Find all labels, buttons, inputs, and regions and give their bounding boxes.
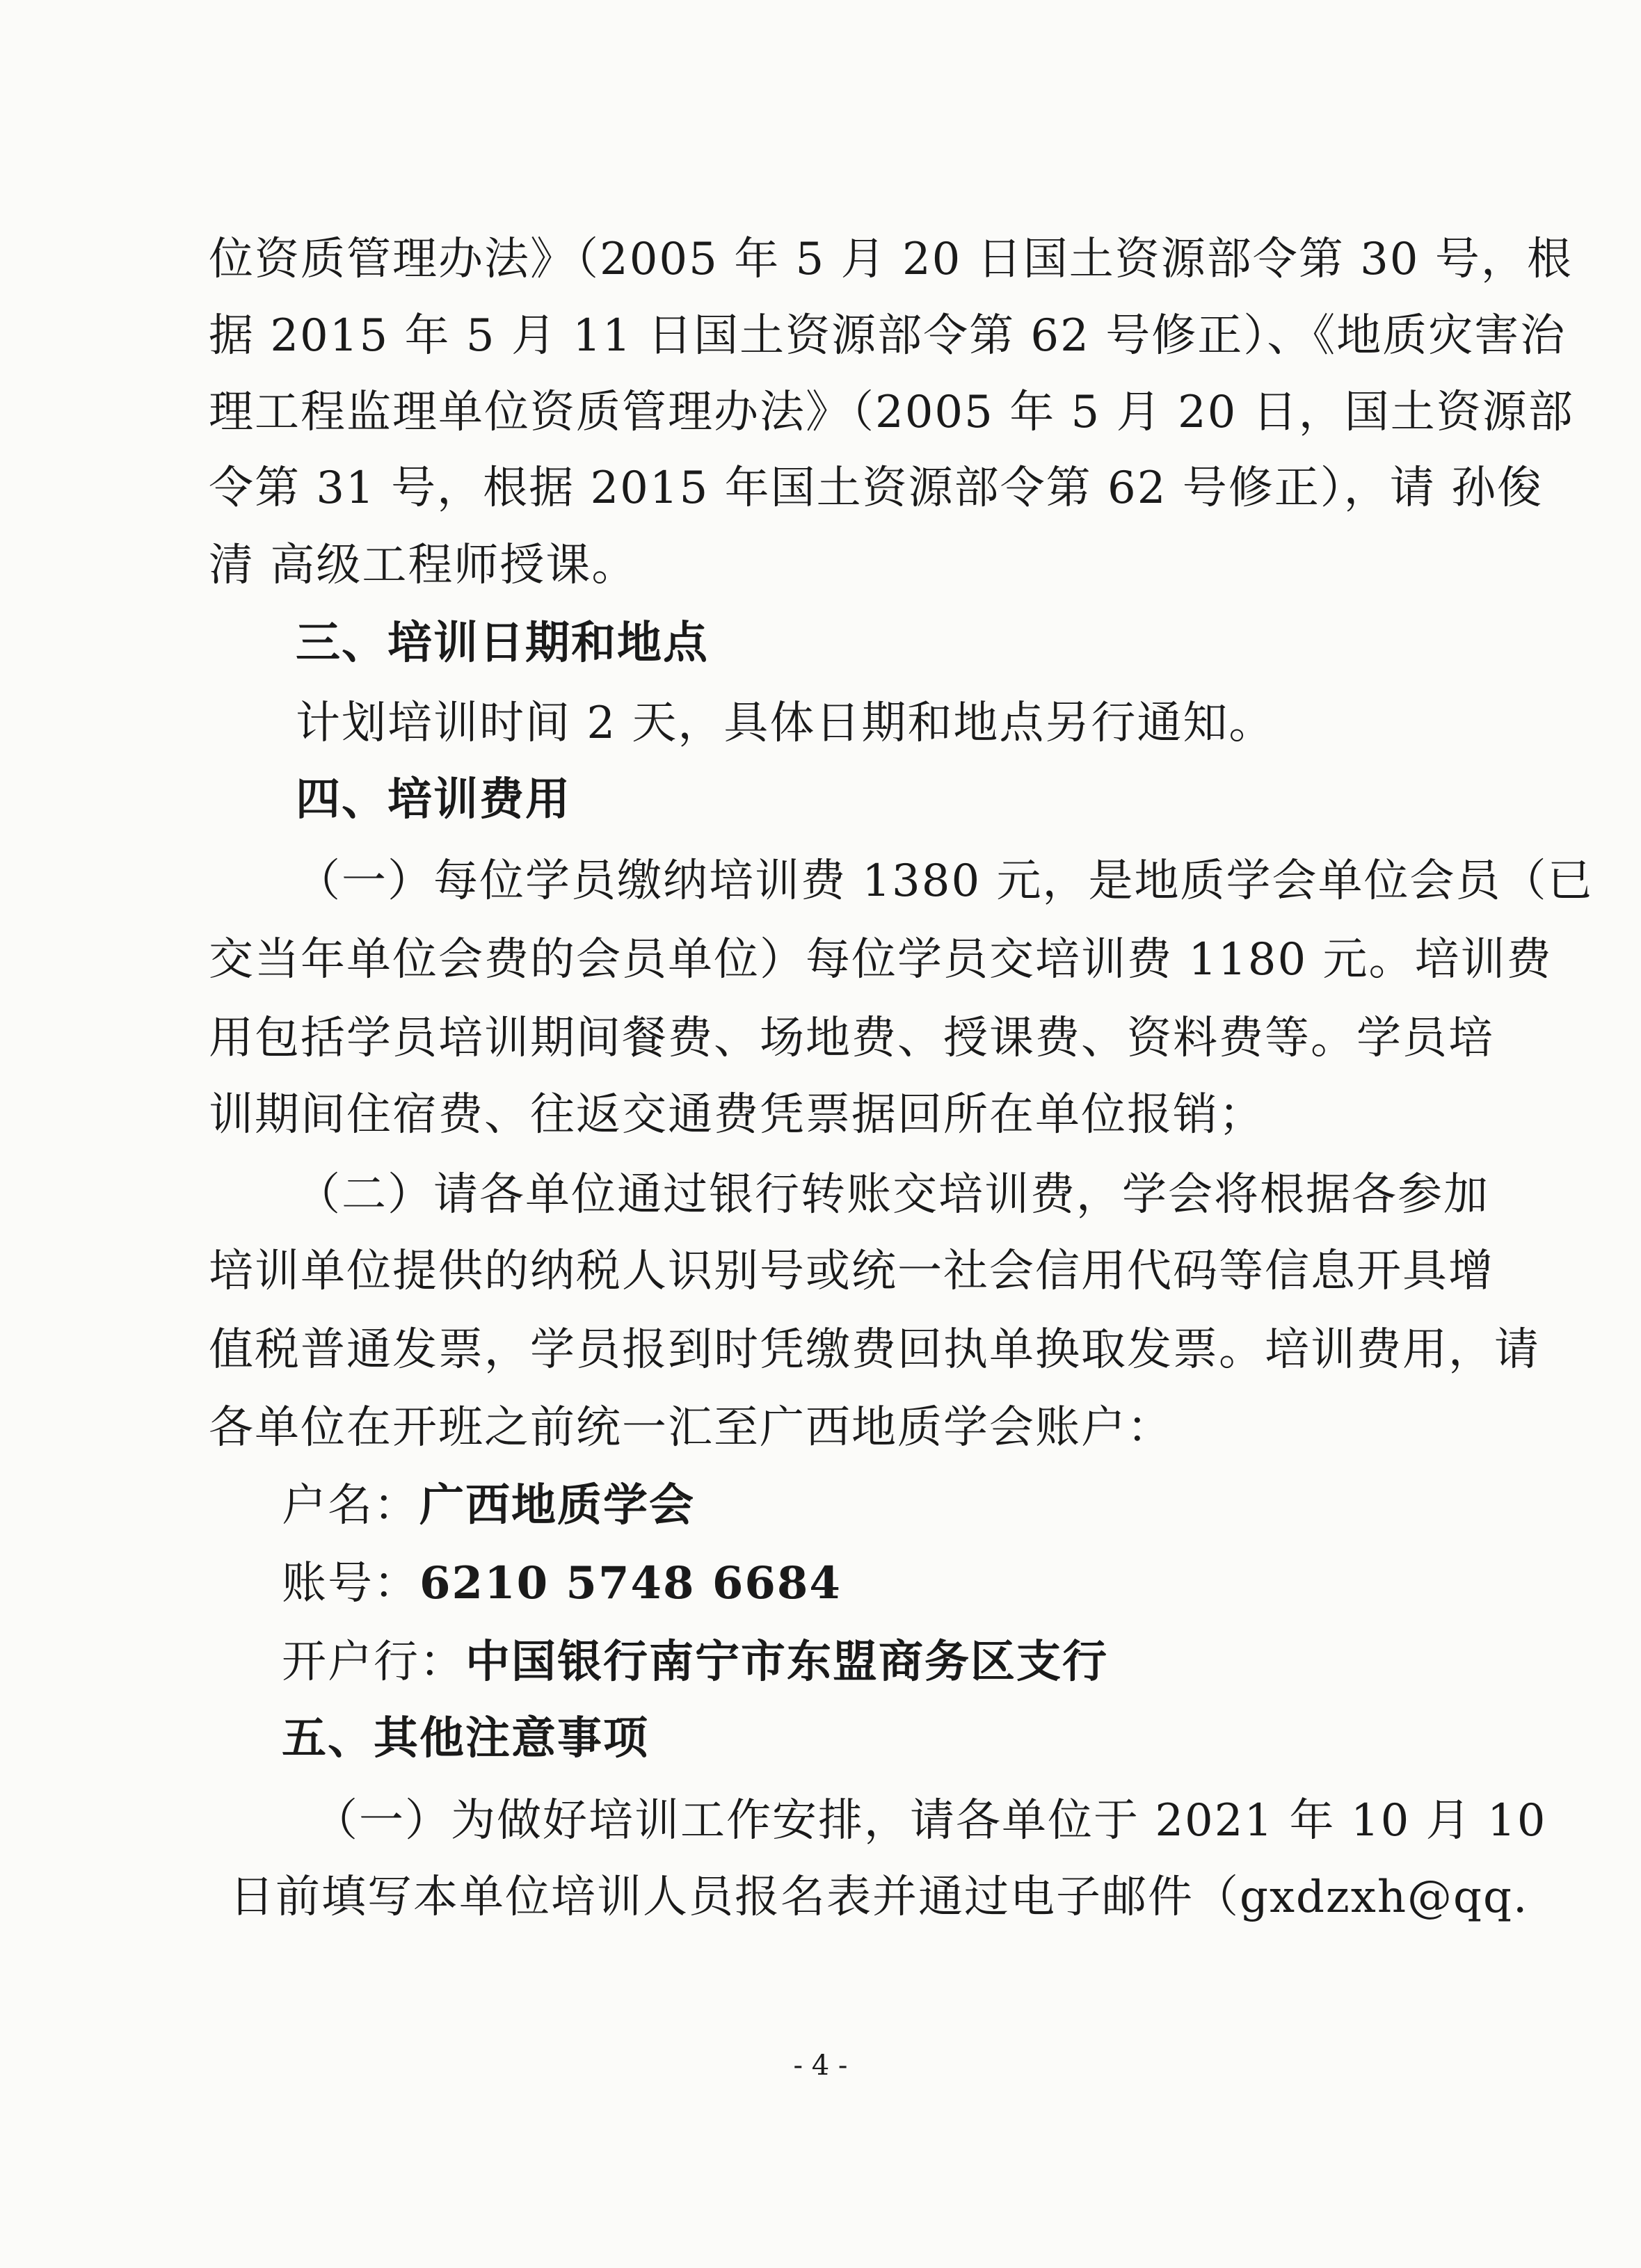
paragraph-line: 计划培训时间 2 天，具体日期和地点另行通知。 <box>296 698 1275 749</box>
paragraph-line: 位资质管理办法》（2005 年 5 月 20 日国土资源部令第 30 号，根 <box>209 234 1573 285</box>
account-name-value: 广西地质学会 <box>419 1479 695 1531</box>
section-heading-4: 四、培训费用 <box>296 773 571 826</box>
paragraph-line: （一）为做好培训工作安排，请各单位于 2021 年 10 月 10 <box>313 1795 1547 1847</box>
section-heading-5: 五、其他注意事项 <box>282 1712 649 1764</box>
account-name-label: 户名： <box>282 1480 419 1531</box>
account-bank-row <box>282 1634 1108 1690</box>
paragraph-line: 理工程监理单位资质管理办法》（2005 年 5 月 20 日，国土资源部 <box>209 387 1574 438</box>
paragraph-line: 值税普通发票，学员报到时凭缴费回执单换取发票。培训费用，请 <box>209 1324 1540 1376</box>
account-number-value: 6210 5748 6684 <box>419 1557 842 1609</box>
account-bank-value: 中国银行南宁市东盟商务区支行 <box>465 1636 1108 1688</box>
paragraph-line: 日前填写本单位培训人员报名表并通过电子邮件（gxdzxh@qq. <box>230 1872 1529 1923</box>
paragraph-line: 培训单位提供的纳税人识别号或统一社会信用代码等信息开具增 <box>209 1246 1494 1297</box>
page-number: - 4 - <box>793 2050 848 2082</box>
section-heading-3: 三、培训日期和地点 <box>296 617 709 669</box>
account-number-label: 账号： <box>282 1558 419 1609</box>
paragraph-line: 交当年单位会费的会员单位）每位学员交培训费 1180 元。培训费 <box>209 934 1553 986</box>
paragraph-line: 令第 31 号，根据 2015 年国土资源部令第 62 号修正），请 孙俊 <box>209 463 1544 514</box>
paragraph-line: （二）请各单位通过银行转账交培训费，学会将根据各参加 <box>296 1169 1489 1221</box>
account-name-row <box>282 1478 695 1534</box>
paragraph-line: 清 高级工程师授课。 <box>209 540 638 591</box>
account-number-row <box>282 1556 842 1611</box>
paragraph-line: 各单位在开班之前统一汇至广西地质学会账户： <box>209 1402 1173 1454</box>
account-bank-label: 开户行： <box>282 1636 465 1688</box>
paragraph-line: 训期间住宿费、往返交通费凭票据回所在单位报销； <box>209 1089 1265 1141</box>
paragraph-line: 用包括学员培训期间餐费、场地费、授课费、资料费等。学员培 <box>209 1013 1494 1064</box>
paragraph-line: 据 2015 年 5 月 11 日国土资源部令第 62 号修正）、《地质灾害治 <box>209 310 1567 362</box>
paragraph-line: （一）每位学员缴纳培训费 1380 元，是地质学会单位会员（已 <box>296 855 1594 907</box>
